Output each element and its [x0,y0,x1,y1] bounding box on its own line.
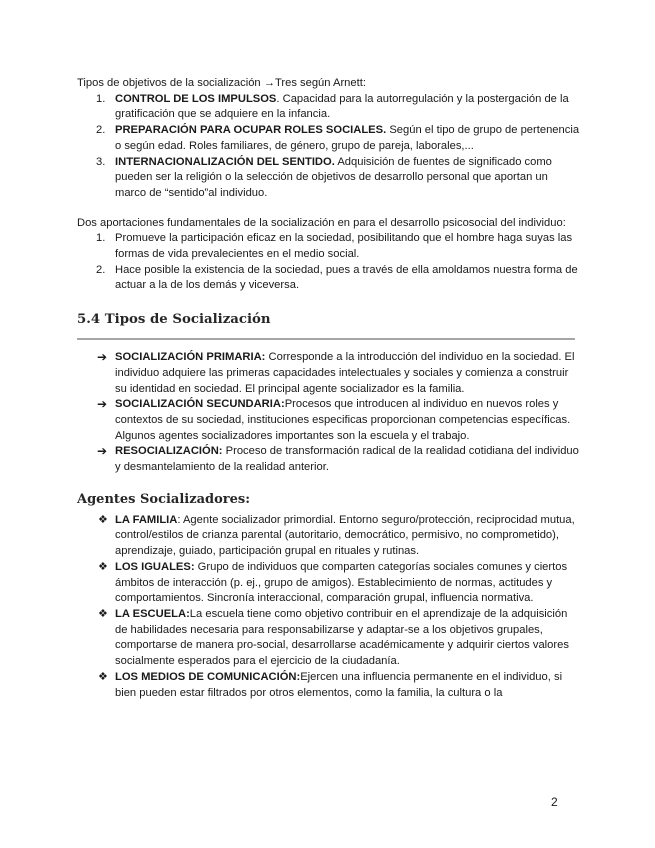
list-item [98,607,582,670]
item-heading: LA ESCUELA: [115,607,190,620]
item-heading: LA FAMILIA [115,513,178,526]
page-content [77,76,582,701]
list-item [98,560,582,607]
item-text: Procesos que introducen al individuo en nuevos roles y contextos de su sociedad, instituciones especificas proporcionan competencias específicas. Algunos agentes socializadores importantes son la escuela y el trabajo. [115,398,571,442]
contributions-list [77,231,582,294]
list-item [96,155,582,202]
item-heading: SOCIALIZACIÓN SECUNDARIA: [115,398,285,411]
section-heading: 5.4 Tipos de Socialización [77,312,271,328]
objectives-list [77,92,582,202]
list-item [97,350,582,397]
item-text: Hace posible la existencia de la sociedad, pues a través de ella amoldamos nuestra forma de actuar a la de los demás y viceversa. [115,263,578,292]
item-text: La escuela tiene como objetivo contribuir en el aprendizaje de la adquisición de habilidades necesaria para responsabilizarse y adaptar-se a los objetivos grupales, comportarse de manera pro-social, desarrollarse académicamente y adquirir ciertos valores socialmente esperados para el ejercicio de la ciudadanía. [115,607,569,668]
item-heading: SOCIALIZACIÓN PRIMARIA: [115,351,266,364]
diamond-bullet-icon: ❖ [98,560,108,573]
item-heading: RESOCIALIZACIÓN: [115,445,223,458]
list-item [96,92,582,123]
section-divider [77,338,575,340]
contributions-intro: Dos aportaciones fundamentales de la socialización en para el desarrollo psicosocial del individuo: [77,216,566,229]
item-heading: PREPARACIÓN PARA OCUPAR ROLES SOCIALES. [115,124,387,137]
page-number: 2 [551,795,558,809]
agents-list [77,513,582,701]
item-heading: LOS MEDIOS DE COMUNICACIÓN: [115,670,301,683]
item-text: Promueve la participación eficaz en la sociedad, posibilitando que el hombre haga suyas las formas de vida prevalecientes en el medio social. [115,232,573,261]
list-item [98,670,582,701]
arrow-bullet-icon: ➔ [97,397,108,412]
item-text: Según el tipo de grupo de pertenencia o según edad. Roles familiares, de género, grupo de pareja, laborales,... [115,124,580,152]
spacer [77,202,582,216]
socialization-types-list [77,350,582,476]
list-item [97,397,582,444]
list-number: 1. [96,92,106,105]
item-text: Adquisición de fuentes de significado como pueden ser la religión o la selección de objetivos de desarrollo personal que aportan un marco de “sentido”al individuo. [115,155,552,199]
item-heading: CONTROL DE LOS IMPULSOS [115,92,277,105]
list-number: 2. [96,124,106,137]
item-text: . Capacidad para la autorregulación y la postergación de la gratificación que se adquiere en la infancia. [115,92,569,121]
list-item [97,444,582,475]
item-text: Grupo de individuos que comparten categorías sociales comunes y ciertos ámbitos de interacción (p. ej., grupo de amigos). Establecimiento de normas, actitudes y comportamientos. Sincronía interaccional, comparación grupal, influencia normativa. [115,560,568,605]
item-text: Ejercen una influencia permanente en el individuo, si bien pueden estar filtrados por otros elementos, como la familia, la cultura o la [115,670,563,699]
item-heading: LOS IGUALES: [115,560,195,573]
list-item [96,231,582,262]
list-number: 2. [96,263,106,276]
objectives-intro: Tipos de objetivos de la socialización →Tres según Arnett: [77,77,366,89]
diamond-bullet-icon: ❖ [98,670,108,683]
diamond-bullet-icon: ❖ [98,513,108,526]
item-text: : Agente socializador primordial. Entorno seguro/protección, reciprocidad mutua, control/estilos de crianza parental (autoritario, democrático, permisivo, no comprometido), aprendizaje, guiado, participación grupal en rituales y rutinas. [115,513,575,558]
agents-heading: Agentes Socializadores: [77,491,251,507]
item-heading: INTERNACIONALIZACIÓN DEL SENTIDO. [115,155,335,168]
item-text: Proceso de transformación radical de la realidad cotidiana del individuo y desmantelamiento de la realidad anterior. [115,445,579,474]
diamond-bullet-icon: ❖ [98,607,108,620]
arrow-bullet-icon: ➔ [97,444,108,459]
list-number: 1. [96,232,106,245]
list-item [96,123,582,154]
list-item [96,263,582,294]
list-number: 3. [96,155,106,168]
item-text: Corresponde a la introducción del individuo en la sociedad. El individuo adquiere las primeras capacidades intelectuales y sociales y comienza a construir su identidad en sociedad. El principal agente socializador es la familia. [115,351,575,395]
list-item [98,513,582,560]
arrow-bullet-icon: ➔ [97,350,108,365]
